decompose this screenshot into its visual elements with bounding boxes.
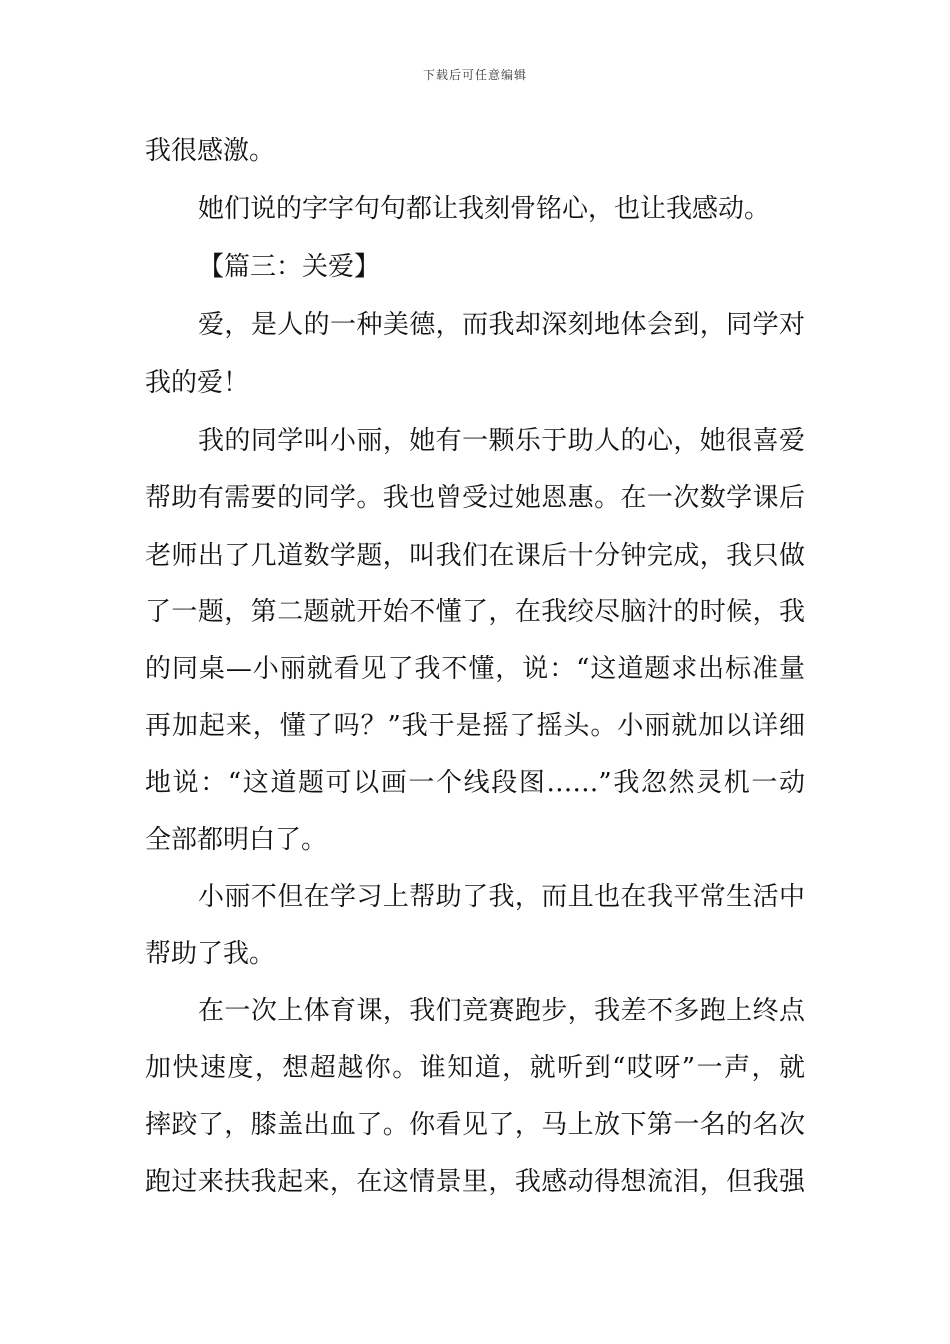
text-line: 在一次上体育课，我们竞赛跑步，我差不多跑上终点	[198, 996, 805, 1026]
text-line: 她们说的字字句句都让我刻骨铭心，也让我感动。	[198, 194, 771, 224]
page-header: 下载后可任意编辑	[422, 68, 527, 82]
text-line: 摔跤了，膝盖出血了。你看见了，马上放下第一名的名次	[145, 1110, 805, 1140]
text-line: 再加起来，懂了吗？”我于是摇了摇头。小丽就加以详细	[145, 711, 805, 741]
text-line: 我的同学叫小丽，她有一颗乐于助人的心，她很喜爱	[198, 426, 805, 456]
text-line: 地说：“这道题可以画一个线段图……”我忽然灵机一动	[145, 768, 805, 798]
text-line: 小丽不但在学习上帮助了我，而且也在我平常生活中	[198, 882, 805, 912]
text-line: 跑过来扶我起来，在这情景里，我感动得想流泪，但我强	[145, 1167, 805, 1197]
text-line: 爱，是人的一种美德，而我却深刻地体会到，同学对	[198, 310, 805, 340]
text-line: 了一题，第二题就开始不懂了，在我绞尽脑汁的时候，我	[145, 597, 805, 627]
text-line: 帮助有需要的同学。我也曾受过她恩惠。在一次数学课后	[145, 483, 805, 513]
text-line: 加快速度，想超越你。谁知道，就听到“哎呀”一声，就	[145, 1053, 805, 1083]
section-heading: 【篇三：关爱】	[198, 252, 381, 282]
text-line: 帮助了我。	[145, 939, 276, 969]
text-line: 的同桌—小丽就看见了我不懂，说：“这道题求出标准量	[145, 654, 805, 684]
text-line: 全部都明白了。	[145, 825, 328, 855]
text-line: 我很感激。	[145, 136, 276, 166]
text-line: 我的爱！	[145, 368, 250, 398]
text-line: 老师出了几道数学题，叫我们在课后十分钟完成，我只做	[145, 541, 805, 571]
